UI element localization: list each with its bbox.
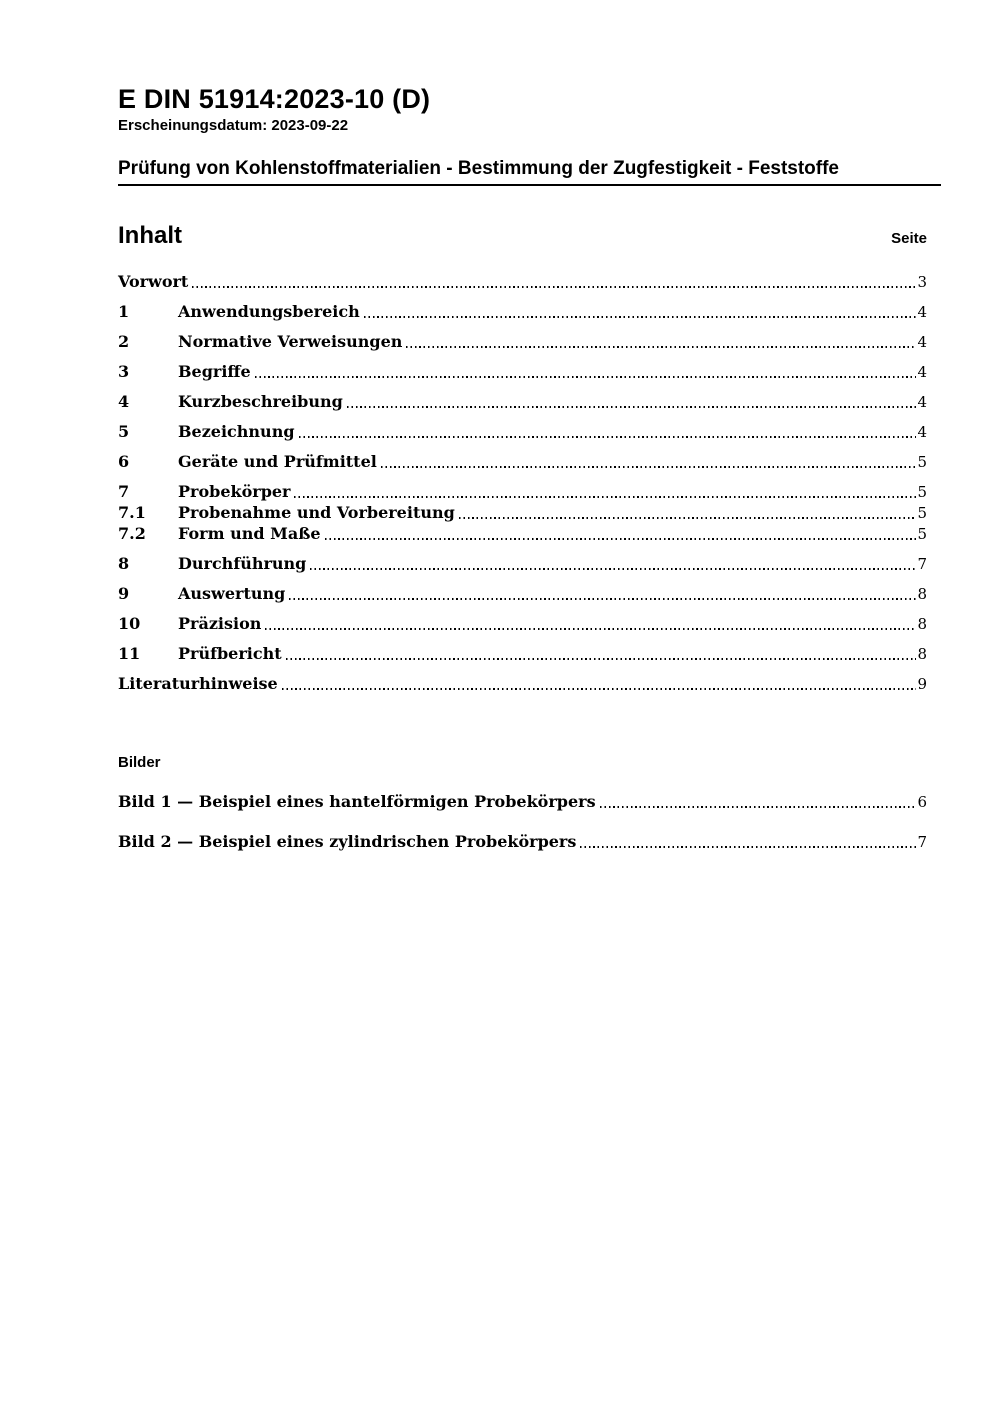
toc-entry-page: 8 bbox=[917, 615, 927, 633]
toc-entry-title: Begriffe bbox=[178, 362, 251, 381]
toc-entry-number: 9 bbox=[118, 584, 130, 603]
toc-entry-number: 5 bbox=[118, 422, 130, 441]
toc-entry-page: 7 bbox=[917, 555, 927, 573]
toc-entry-page: 8 bbox=[917, 645, 927, 663]
toc-entry-number: 3 bbox=[118, 362, 130, 381]
toc-entry-title: Vorwort bbox=[118, 272, 189, 291]
toc-entry-page: 4 bbox=[917, 363, 927, 381]
toc-entry-page: 9 bbox=[917, 675, 927, 693]
toc-entry-page: 8 bbox=[917, 585, 927, 603]
toc-entry-title: Auswertung bbox=[178, 584, 286, 603]
toc-entry-number: 10 bbox=[118, 614, 141, 633]
toc-entry-number: 7.1 bbox=[118, 503, 146, 522]
figure-entry bbox=[118, 792, 927, 812]
toc-entry-page: 4 bbox=[917, 393, 927, 411]
toc-entry bbox=[118, 614, 927, 634]
figure-entry bbox=[118, 832, 927, 852]
toc-entry bbox=[118, 554, 927, 574]
toc-entry bbox=[118, 332, 927, 352]
figure-entry-page: 7 bbox=[917, 833, 927, 851]
dotted-leader bbox=[459, 517, 917, 519]
toc-entry-title: Probenahme und Vorbereitung bbox=[178, 503, 455, 522]
toc-entry-number: 7 bbox=[118, 482, 130, 501]
dotted-leader bbox=[325, 538, 917, 540]
toc-entry bbox=[118, 452, 927, 472]
dotted-leader bbox=[294, 496, 916, 498]
toc-entry-number: 6 bbox=[118, 452, 130, 471]
toc-entry bbox=[118, 482, 927, 502]
dotted-leader bbox=[580, 846, 916, 848]
toc-entry-page: 5 bbox=[917, 504, 927, 522]
dotted-leader bbox=[255, 376, 917, 378]
dotted-leader bbox=[299, 436, 917, 438]
toc-entry-title: Anwendungsbereich bbox=[178, 302, 360, 321]
toc-entry-page: 4 bbox=[917, 423, 927, 441]
dotted-leader bbox=[289, 598, 916, 600]
toc-entry bbox=[118, 392, 927, 412]
toc-entry-title: Form und Maße bbox=[178, 524, 321, 543]
toc-entry-number: 11 bbox=[118, 644, 141, 663]
page-column-label: Seite bbox=[891, 230, 927, 247]
dotted-leader bbox=[310, 568, 916, 570]
toc-entry-title: Bezeichnung bbox=[178, 422, 295, 441]
toc-header-row bbox=[118, 222, 927, 250]
figure-entry-title: Bild 1 — Beispiel eines hantelförmigen Probekörpers bbox=[118, 792, 596, 811]
toc-heading: Inhalt bbox=[118, 222, 182, 249]
toc-entry-number: 4 bbox=[118, 392, 130, 411]
toc-entry-title: Geräte und Prüfmittel bbox=[178, 452, 377, 471]
dotted-leader bbox=[265, 628, 916, 630]
dotted-leader bbox=[406, 346, 916, 348]
figures-heading: Bilder bbox=[118, 754, 161, 771]
doc-number: E DIN 51914:2023-10 (D) bbox=[118, 84, 431, 114]
figure-entry-page: 6 bbox=[917, 793, 927, 811]
page-content bbox=[118, 0, 927, 852]
toc-entry bbox=[118, 644, 927, 664]
toc-entry bbox=[118, 422, 927, 442]
figure-list bbox=[118, 792, 927, 852]
publication-date: Erscheinungsdatum: 2023-09-22 bbox=[118, 117, 349, 134]
dotted-leader bbox=[347, 406, 917, 408]
toc-entry-title: Normative Verweisungen bbox=[178, 332, 403, 351]
toc-entry-page: 5 bbox=[917, 525, 927, 543]
dotted-leader bbox=[600, 806, 917, 808]
toc-entry-title: Präzision bbox=[178, 614, 262, 633]
toc-entry bbox=[118, 524, 927, 544]
toc-entry-number: 2 bbox=[118, 332, 130, 351]
toc-entry bbox=[118, 503, 927, 523]
document-title: Prüfung von Kohlenstoffmaterialien - Bestimmung der Zugfestigkeit - Feststoffe bbox=[118, 158, 941, 186]
toc-entry-title: Probekörper bbox=[178, 482, 291, 501]
toc-entry bbox=[118, 584, 927, 604]
toc-entry-page: 4 bbox=[917, 303, 927, 321]
dotted-leader bbox=[381, 466, 917, 468]
toc-entry-title: Prüfbericht bbox=[178, 644, 282, 663]
toc-entry-title: Literaturhinweise bbox=[118, 674, 278, 693]
toc-entry-page: 5 bbox=[917, 453, 927, 471]
dotted-leader bbox=[364, 316, 917, 318]
toc-entry-number: 1 bbox=[118, 302, 130, 321]
dotted-leader bbox=[192, 286, 916, 288]
toc-entry bbox=[118, 674, 927, 694]
toc-entry-title: Kurzbeschreibung bbox=[178, 392, 343, 411]
toc-list bbox=[118, 272, 927, 694]
toc-entry bbox=[118, 272, 927, 292]
toc-entry-title: Durchführung bbox=[178, 554, 307, 573]
toc-entry-page: 5 bbox=[917, 483, 927, 501]
dotted-leader bbox=[286, 658, 917, 660]
dotted-leader bbox=[282, 688, 917, 690]
toc-entry-number: 7.2 bbox=[118, 524, 146, 543]
toc-entry-page: 3 bbox=[917, 273, 927, 291]
toc-entry-number: 8 bbox=[118, 554, 130, 573]
toc-entry bbox=[118, 362, 927, 382]
toc-entry bbox=[118, 302, 927, 322]
toc-entry-page: 4 bbox=[917, 333, 927, 351]
figure-entry-title: Bild 2 — Beispiel eines zylindrischen Probekörpers bbox=[118, 832, 577, 851]
